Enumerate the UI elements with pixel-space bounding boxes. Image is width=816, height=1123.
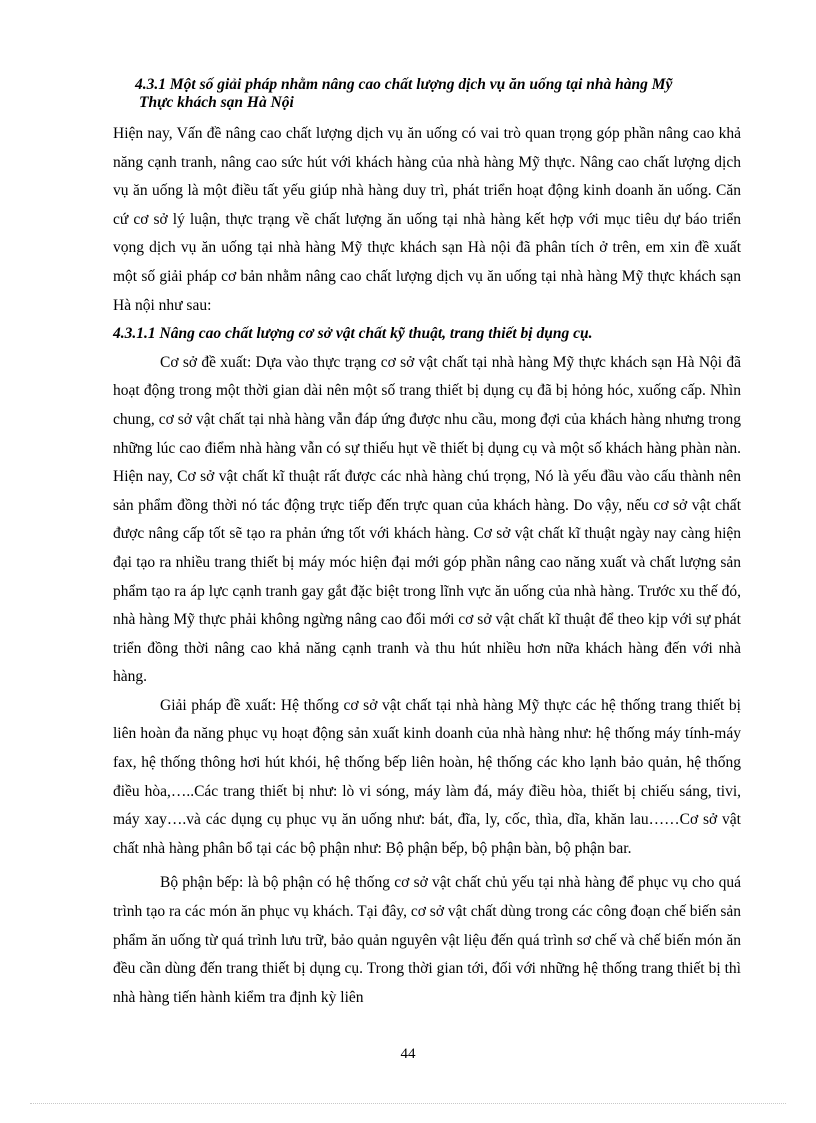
page-number: 44: [400, 1046, 416, 1062]
section-heading-line-1: 4.3.1 Một số giải pháp nhằm nâng cao chất lượng dịch vụ ăn uống tại nhà hàng Mỹ: [135, 76, 673, 93]
section-heading-line-2: Thực khách sạn Hà Nội: [139, 94, 294, 111]
section-heading: [135, 76, 741, 112]
page-content: [113, 76, 741, 1012]
page-bottom-divider: [30, 1103, 786, 1104]
basis-paragraph: Cơ sở đề xuất: Dựa vào thực trạng cơ sở vật chất tại nhà hàng Mỹ thực khách sạn Hà Nội đã hoạt động trong một thời gian dài nên một số trang thiết bị dụng cụ đã bị hỏng hóc, xuống cấp. Nhìn chung, cơ sở vật chất tại nhà hàng vẫn đáp ứng được nhu cầu, mong đợi của khách hàng nhưng trong những lúc cao điểm nhà hàng vẫn có sự thiếu hụt về thiết bị dụng cụ và một số khách hàng phàn nàn. Hiện nay, Cơ sở vật chất kĩ thuật rất được các nhà hàng chú trọng, Nó là yếu đầu vào cấu thành nên sản phẩm đồng thời nó tác động trực tiếp đến trực quan của khách hàng. Do vậy, nếu cơ sở vật chất được nâng cấp tốt sẽ tạo ra phản ứng tốt với khách hàng. Cơ sở vật chất kĩ thuật ngày nay càng hiện đại tạo ra nhiều trang thiết bị máy móc hiện đại mới góp phần nâng cao năng xuất và chất lượng sản phẩm tạo ra áp lực cạnh tranh gay gắt đặc biệt trong lĩnh vực ăn uống của nhà hàng. Trước xu thế đó, nhà hàng Mỹ thực phải không ngừng nâng cao đổi mới cơ sở vật chất kĩ thuật để theo kịp với sự phát triển đồng thời nâng cao khả năng cạnh tranh và thu hút nhiều hơn nữa khách hàng đến với nhà hàng.: [113, 353, 741, 686]
solution-paragraph: Giải pháp đề xuất: Hệ thống cơ sở vật chất tại nhà hàng Mỹ thực các hệ thống trang thiết bị liên hoàn đa năng phục vụ hoạt động sản xuất kinh doanh của nhà hàng như: hệ thống máy tính-máy fax, hệ thống thông hơi hút khói, hệ thống bếp liên hoàn, hệ thống các kho lạnh bảo quản, hệ thống điều hòa,…..Các trang thiết bị như: lò vi sóng, máy làm đá, máy điều hòa, thiết bị chiếu sáng, tivi, máy xay….và các dụng cụ phục vụ ăn uống như: bát, đĩa, ly, cốc, thìa, dĩa, khăn lau……Cơ sở vật chất nhà hàng phân bổ tại các bộ phận như: Bộ phận bếp, bộ phận bàn, bộ phận bar.: [113, 696, 741, 857]
kitchen-paragraph: Bộ phận bếp: là bộ phận có hệ thống cơ sở vật chất chủ yếu tại nhà hàng để phục vụ cho quá trình tạo ra các món ăn phục vụ khách. Tại đây, cơ sở vật chất dùng trong các công đoạn chế biến sản phẩm ăn uống từ quá trình lưu trữ, bảo quản nguyên vật liệu đến quá trình sơ chế và chế biến món ăn đều cần dùng đến trang thiết bị dụng cụ. Trong thời gian tới, đối với những hệ thống trang thiết bị thì nhà hàng tiến hành kiểm tra định kỳ liên: [113, 874, 741, 1006]
subsection-heading: 4.3.1.1 Nâng cao chất lượng cơ sở vật chất kỹ thuật, trang thiết bị dụng cụ.: [113, 325, 593, 343]
intro-paragraph: Hiện nay, Vấn đề nâng cao chất lượng dịch vụ ăn uống có vai trò quan trọng góp phần nâng cao khả năng cạnh tranh, nâng cao sức hút với khách hàng của nhà hàng Mỹ thực. Nâng cao chất lượng dịch vụ ăn uống là một điều tất yếu giúp nhà hàng duy trì, phát triển hoạt động kinh doanh ăn uống. Căn cứ cơ sở lý luận, thực trạng về chất lượng ăn uống tại nhà hàng kết hợp với mục tiêu dự báo triển vọng dịch vụ ăn uống tại nhà hàng Mỹ thực khách sạn Hà nội đã phân tích ở trên, em xin đề xuất một số giải pháp cơ bản nhằm nâng cao chất lượng dịch vụ ăn uống tại nhà hàng Mỹ thực khách sạn Hà nội như sau:: [113, 125, 741, 314]
